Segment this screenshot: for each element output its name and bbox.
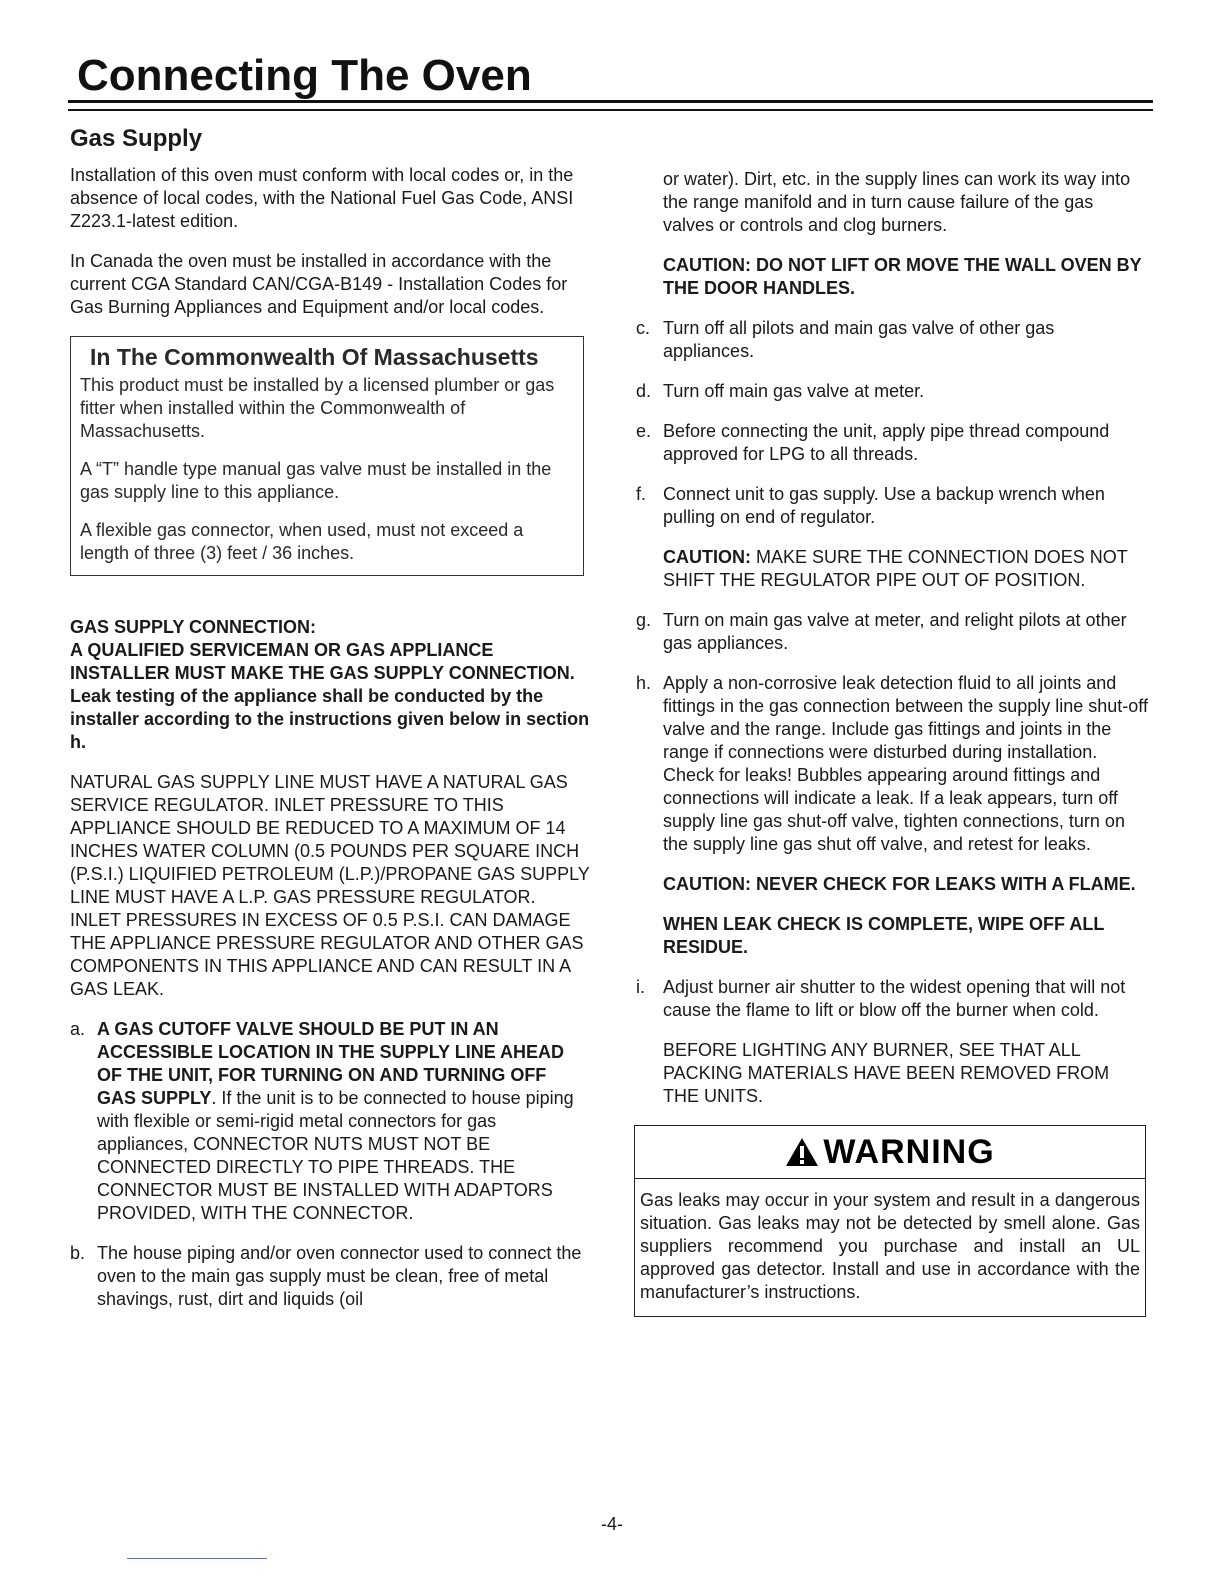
- title-rule: [68, 100, 1153, 111]
- list-letter: i.: [636, 977, 645, 997]
- list-item-b: [70, 1242, 590, 1311]
- connection-heading: GAS SUPPLY CONNECTION:: [70, 617, 317, 637]
- caution-flame: CAUTION: NEVER CHECK FOR LEAKS WITH A FLAME.: [663, 874, 1136, 894]
- list-item-g: [636, 609, 1148, 655]
- caution-text: MAKE SURE THE CONNECTION DOES NOT SHIFT THE REGULATOR PIPE OUT OF POSITION.: [663, 547, 1128, 590]
- list-letter: a.: [70, 1019, 86, 1039]
- packing-materials-notice: BEFORE LIGHTING ANY BURNER, SEE THAT ALL PACKING MATERIALS HAVE BEEN REMOVED FROM THE UNITS.: [663, 1040, 1110, 1106]
- page-title: Connecting The Oven: [77, 51, 532, 100]
- right-column: [636, 168, 1148, 1317]
- list-letter: d.: [636, 381, 652, 401]
- massachusetts-notice-valve: A “T” handle type manual gas valve must be installed in the gas supply line to this appliance.: [80, 459, 552, 502]
- list-item-text: Before connecting the unit, apply pipe thread compound approved for LPG to all threads.: [663, 421, 1110, 464]
- caution-regulator-shift: [663, 546, 1148, 592]
- warning-triangle-icon: [785, 1137, 819, 1167]
- list-letter: g.: [636, 610, 652, 630]
- list-item-text: Turn on main gas valve at meter, and relight pilots at other gas appliances.: [663, 610, 1127, 653]
- list-item-d: [636, 380, 1148, 403]
- list-item-c: [636, 317, 1148, 363]
- caution-lift-handles: CAUTION: DO NOT LIFT OR MOVE THE WALL OVEN BY THE DOOR HANDLES.: [663, 255, 1142, 298]
- paragraph-code-conformance: Installation of this oven must conform with local codes or, in the absence of local codes, with the National Fuel Gas Code, ANSI Z223.1-latest edition.: [70, 165, 574, 231]
- warning-label: WARNING: [823, 1132, 995, 1171]
- list-item-e: [636, 420, 1148, 466]
- left-column: [70, 124, 590, 1328]
- warning-header: [635, 1126, 1145, 1179]
- list-item-f: [636, 483, 1148, 529]
- list-item-text: Apply a non-corrosive leak detection fluid to all joints and fittings in the gas connection between the supply line shut-off valve and the range. Include gas fittings and joints in the range if connections were disturbed during installation. Check for leaks! Bubbles appearing around fittings and connections will indicate a leak. If a leak appears, turn off supply line gas shut-off valve, tighten connections, turn on the supply line gas shut off valve, and retest for leaks.: [663, 673, 1148, 854]
- connection-requirement: A QUALIFIED SERVICEMAN OR GAS APPLIANCE INSTALLER MUST MAKE THE GAS SUPPLY CONNECTION. Leak testing of the appliance shall be conducted by the installer according to the instructions given below in section h.: [70, 640, 590, 752]
- massachusetts-notice-plumber: This product must be installed by a licensed plumber or gas fitter when installed within the Commonwealth of Massachusetts.: [80, 375, 555, 441]
- list-item-text: Adjust burner air shutter to the widest opening that will not cause the flame to lift or blow off the burner when cold.: [663, 977, 1126, 1020]
- list-item-a: [70, 1018, 590, 1225]
- section-heading-gas-supply: Gas Supply: [70, 125, 203, 152]
- massachusetts-notice-box: [70, 336, 584, 576]
- list-letter: e.: [636, 421, 652, 441]
- wipe-residue-notice: WHEN LEAK CHECK IS COMPLETE, WIPE OFF ALL RESIDUE.: [663, 914, 1104, 957]
- list-item-i: [636, 976, 1148, 1022]
- list-item-text: The house piping and/or oven connector used to connect the oven to the main gas supply must be clean, free of metal shavings, rust, dirt and liquids (oil: [97, 1243, 582, 1309]
- massachusetts-notice-connector: A flexible gas connector, when used, must not exceed a length of three (3) feet / 36 inches.: [80, 520, 524, 563]
- list-letter: c.: [636, 318, 651, 338]
- list-item-text: Connect unit to gas supply. Use a backup wrench when pulling on end of regulator.: [663, 484, 1105, 527]
- list-letter: b.: [70, 1243, 86, 1263]
- list-item-h: [636, 672, 1148, 856]
- list-item-text: Turn off main gas valve at meter.: [663, 381, 925, 401]
- paragraph-canada: In Canada the oven must be installed in accordance with the current CGA Standard CAN/CGA-B149 - Installation Codes for Gas Burning Appliances and Equipment and/or local codes.: [70, 251, 568, 317]
- natural-gas-regulator-notice: NATURAL GAS SUPPLY LINE MUST HAVE A NATURAL GAS SERVICE REGULATOR. INLET PRESSURE TO THIS APPLIANCE SHOULD BE REDUCED TO A MAXIMUM OF 14 INCHES WATER COLUMN (0.5 POUNDS PER SQUARE INCH (P.S.I.) LIQUIFIED PETROLEUM (L.P.)/PROPANE GAS SUPPLY LINE MUST HAVE A L.P. GAS PRESSURE REGULATOR. INLET PRESSURES IN EXCESS OF 0.5 P.S.I. CAN DAMAGE THE APPLIANCE PRESSURE REGULATOR AND OTHER GAS COMPONENTS IN THIS APPLIANCE AND CAN RESULT IN A GAS LEAK.: [70, 772, 590, 999]
- list-letter: f.: [636, 484, 647, 504]
- list-letter: h.: [636, 673, 652, 693]
- warning-text: Gas leaks may occur in your system and result in a dangerous situation. Gas leaks may not be detected by smell alone. Gas suppliers recommend you purchase and install an UL approved gas detector. Install and use in accordance with the manufacturer’s instructions.: [640, 1190, 1140, 1302]
- list-item-b-continued: or water). Dirt, etc. in the supply lines can work its way into the range manifold and in turn cause failure of the gas valves or controls and clog burners.: [663, 169, 1131, 235]
- footer-rule: [127, 1558, 267, 1559]
- cutoff-valve-requirement: A GAS CUTOFF VALVE SHOULD BE PUT IN AN ACCESSIBLE LOCATION IN THE SUPPLY LINE AHEAD OF THE UNIT, FOR TURNING ON AND TURNING OFF GAS SUPPLY: [97, 1019, 565, 1108]
- warning-box: [634, 1125, 1146, 1317]
- caution-label: CAUTION:: [663, 547, 751, 567]
- massachusetts-notice-title: In The Commonwealth Of Massachusetts: [90, 344, 539, 370]
- list-item-text: Turn off all pilots and main gas valve of other gas appliances.: [663, 318, 1055, 361]
- page-number: -4-: [601, 1514, 623, 1534]
- connector-instructions: . If the unit is to be connected to house piping with flexible or semi-rigid metal connectors for gas appliances, CONNECTOR NUTS MUST NOT BE CONNECTED DIRECTLY TO PIPE THREADS. THE CONNECTOR MUST BE INSTALLED WITH ADAPTORS PROVIDED, WITH THE CONNECTOR.: [97, 1088, 574, 1223]
